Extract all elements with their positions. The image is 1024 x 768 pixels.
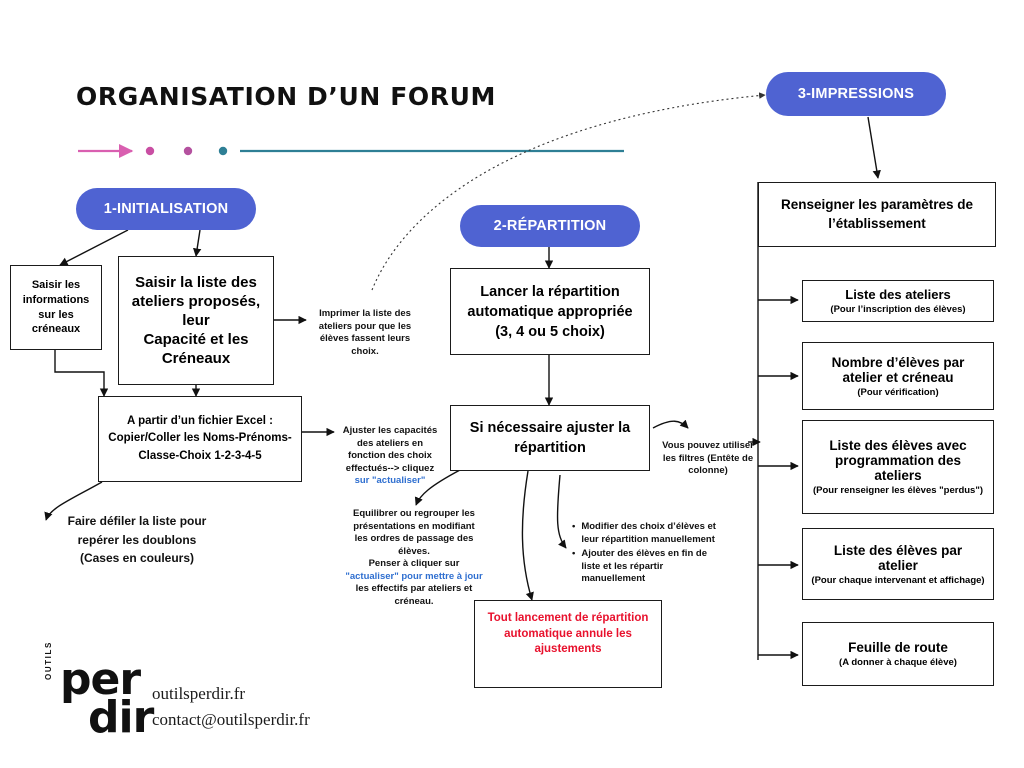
note-imprimer-liste-line3: élèves fassent leurs: [319, 333, 411, 345]
note-faire-defiler: [42, 512, 232, 568]
node-liste-eleves-par-atelier-sub: (Pour chaque intervenant et affichage): [811, 574, 985, 586]
note-filtres-line1: Vous pouvez utiliser: [662, 440, 754, 451]
footer-contact: [152, 681, 310, 732]
note-imprimer-liste-line4: choix.: [351, 345, 379, 357]
warning-line1: Tout lancement de répartition: [487, 612, 649, 624]
node-saisir-ateliers-line1: Saisir la liste des: [135, 273, 257, 291]
node-saisir-ateliers-line2: ateliers proposés,: [131, 292, 261, 310]
node-lancer-repartition-line2: automatique appropriée: [467, 303, 633, 320]
note-equilibrer-line4: élèves.: [398, 545, 430, 557]
note-ajuster-capacites-line5: sur "actualiser": [354, 475, 426, 487]
note-filtres-line2: les filtres (Entête de: [662, 452, 754, 464]
node-liste-eleves-par-atelier-title-line1: Liste des élèves par: [833, 542, 963, 558]
node-liste-eleves-par-atelier[interactable]: [802, 528, 994, 600]
node-ajuster-repartition-line2: répartition: [514, 440, 586, 456]
node-1-initialisation[interactable]: [76, 188, 256, 230]
note-ajouter-line2: liste et les répartir: [581, 560, 664, 572]
node-3-impressions-label: 3-IMPRESSIONS: [797, 86, 915, 102]
note-equilibrer-line2: présentations en modifiant: [353, 520, 475, 532]
node-ajuster-repartition[interactable]: [450, 405, 650, 471]
node-lancer-repartition-line1: Lancer la répartition: [480, 283, 620, 300]
note-equilibrer: [336, 508, 492, 608]
note-imprimer-liste-line2: ateliers pour que les: [318, 320, 412, 332]
node-fichier-excel-line2: Copier/Coller les Noms-Prénoms-: [108, 432, 292, 445]
note-faire-defiler-line1: Faire défiler la liste pour: [67, 514, 207, 528]
note-ajouter-line1: Ajouter des élèves en fin de: [581, 548, 707, 560]
note-ajouter-line3: manuellement: [581, 573, 646, 585]
note-equilibrer-line7: les effectifs par ateliers et: [355, 583, 473, 595]
node-liste-ateliers-title: Liste des ateliers: [845, 287, 951, 302]
note-faire-defiler-line3: (Cases en couleurs): [79, 551, 195, 566]
node-lancer-repartition[interactable]: [450, 268, 650, 355]
node-1-initialisation-label: 1-INITIALISATION: [103, 201, 229, 217]
logo-outils-text: OUTILS: [44, 641, 53, 680]
note-filtres-line3: colonne): [688, 465, 728, 477]
logo-outilsperdir: [44, 641, 154, 744]
note-faire-defiler-line2: repérer les doublons: [77, 532, 197, 547]
node-nombre-eleves-sub: (Pour vérification): [857, 386, 939, 398]
logo-per-text: per: [60, 654, 141, 705]
note-equilibrer-line5: Penser à cliquer sur: [368, 558, 460, 570]
note-equilibrer-line8: créneau.: [394, 595, 434, 607]
bullet-icon: •: [572, 521, 576, 532]
node-2-repartition-label: 2-RÉPARTITION: [493, 218, 607, 234]
node-nombre-eleves-title-line2: atelier et créneau: [842, 369, 954, 385]
warning-line2: automatique annule les: [504, 627, 632, 640]
node-liste-ateliers-sub: (Pour l’inscription des élèves): [830, 304, 966, 315]
warning-box-repartition: [474, 600, 662, 688]
note-ajuster-capacites-line1: Ajuster les capacités: [342, 425, 438, 436]
warning-line3: ajustements: [534, 643, 602, 656]
node-liste-eleves-programmation-sub: (Pour renseigner les élèves "perdus"): [812, 485, 984, 496]
node-saisir-ateliers-line5: Créneaux: [161, 350, 231, 368]
page-title: ORGANISATION D’UN FORUM: [76, 82, 496, 111]
node-fichier-excel[interactable]: [98, 396, 302, 482]
node-saisir-creneaux[interactable]: [10, 265, 102, 350]
note-modifier-line1: Modifier des choix d’élèves et: [581, 521, 716, 532]
node-liste-ateliers[interactable]: [802, 280, 994, 322]
node-saisir-ateliers[interactable]: [118, 256, 274, 385]
node-fichier-excel-line3: Classe-Choix 1-2-3-4-5: [138, 449, 262, 462]
node-liste-eleves-programmation-title-line3: ateliers: [874, 468, 922, 483]
node-2-repartition[interactable]: [460, 205, 640, 247]
node-parametres-etablissement[interactable]: [758, 182, 996, 247]
node-liste-eleves-programmation[interactable]: [802, 420, 994, 514]
node-ajuster-repartition-line1: Si nécessaire ajuster la: [469, 420, 631, 436]
note-equilibrer-line6: "actualiser" pour mettre à jour: [345, 570, 483, 582]
node-parametres-line2: l’établissement: [828, 215, 926, 231]
node-liste-eleves-programmation-title-line1: Liste des élèves avec: [829, 438, 967, 453]
note-imprimer-liste-line1: Imprimer la liste des: [319, 308, 411, 319]
note-equilibrer-line1: Equilibrer ou regrouper les: [353, 508, 475, 519]
note-ajuster-capacites-line2: des ateliers en: [356, 437, 423, 449]
node-liste-eleves-par-atelier-title-line2: atelier: [878, 557, 918, 573]
node-liste-eleves-programmation-title-line2: programmation des: [834, 453, 962, 468]
logo-dir-text: dir: [88, 692, 154, 743]
node-saisir-creneaux-label: Saisir les informations sur les créneaux: [22, 278, 90, 336]
note-filtres: [658, 440, 758, 478]
node-nombre-eleves[interactable]: [802, 342, 994, 410]
footer-email: contact@outilsperdir.fr: [152, 709, 310, 729]
footer-site: outilsperdir.fr: [152, 684, 246, 703]
note-equilibrer-line3: les ordres de passage des: [354, 533, 474, 545]
bullet-icon-2: •: [572, 548, 576, 560]
note-ajuster-capacites: [334, 425, 446, 488]
note-ajuster-capacites-line4: effectués--> cliquez: [345, 462, 435, 474]
node-fichier-excel-line1: A partir d’un fichier Excel :: [127, 415, 273, 428]
node-parametres-line1: Renseigner les paramètres de: [780, 197, 974, 213]
node-feuille-de-route-sub: (A donner à chaque élève): [839, 657, 957, 668]
node-lancer-repartition-line3: (3, 4 ou 5 choix): [495, 323, 605, 340]
note-ajuster-capacites-line3: fonction des choix: [348, 450, 432, 462]
note-imprimer-liste: [310, 308, 420, 358]
note-modifier-line2: leur répartition manuellement: [581, 533, 715, 545]
node-3-impressions[interactable]: [766, 72, 946, 116]
node-feuille-de-route-title: Feuille de route: [848, 640, 948, 655]
node-saisir-ateliers-line3: leur: [182, 311, 210, 329]
node-feuille-de-route[interactable]: [802, 622, 994, 686]
node-saisir-ateliers-line4: Capacité et les: [143, 331, 249, 349]
note-modifier-ajouter: [572, 521, 740, 586]
node-nombre-eleves-title-line1: Nombre d’élèves par: [831, 354, 965, 370]
